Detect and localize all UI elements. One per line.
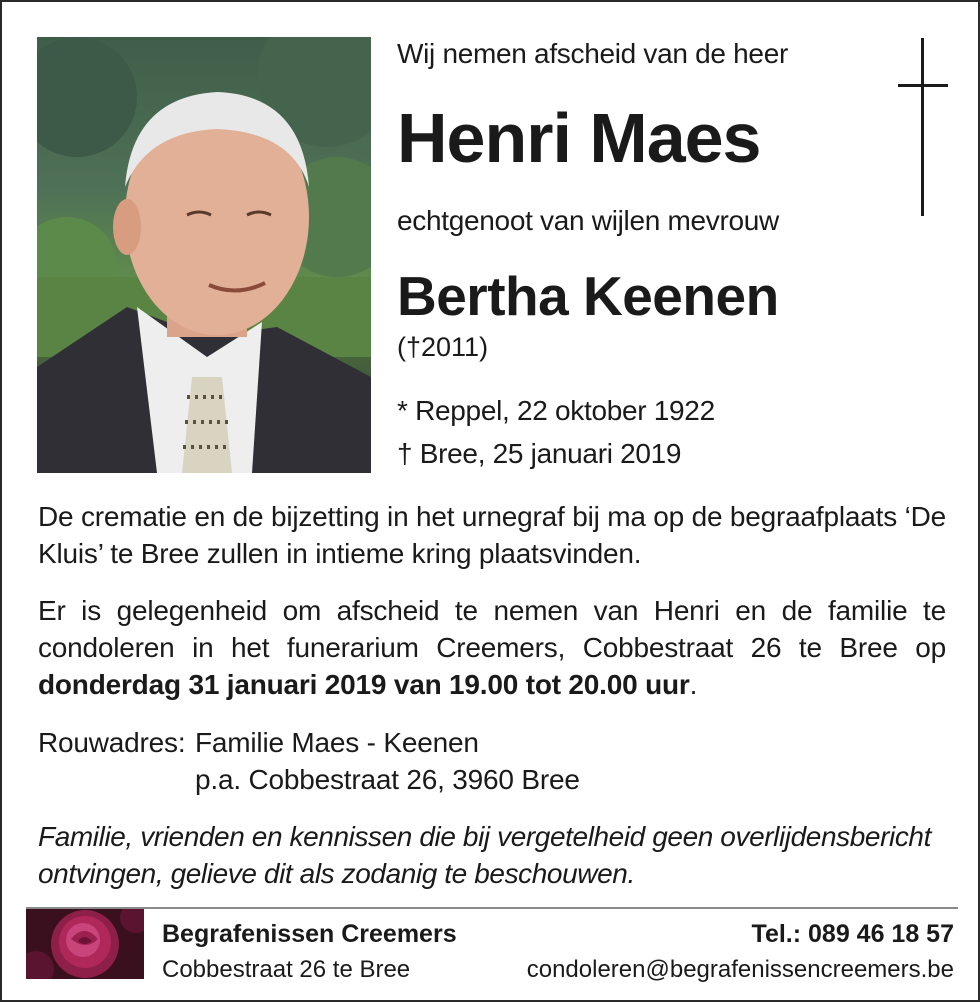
closing-note: Familie, vrienden en kennissen die bij vergetelheid geen overlijdensbericht ontvingen, gelieve dit als zodanig te beschouwen. bbox=[38, 821, 931, 889]
address-line-2: p.a. Cobbestraat 26, 3960 Bree bbox=[195, 764, 580, 795]
address-label: Rouwadres: bbox=[38, 727, 186, 758]
spouse-name: Bertha Keenen bbox=[397, 265, 779, 327]
spouse-death-year: (†2011) bbox=[397, 332, 489, 362]
spouse-intro-line: echtgenoot van wijlen mevrouw bbox=[397, 205, 779, 236]
funeral-home-phone: Tel.: 089 46 18 57 bbox=[751, 920, 954, 948]
footer-divider bbox=[26, 907, 958, 909]
portrait-photo bbox=[37, 37, 371, 473]
funeral-home-address: Cobbestraat 26 te Bree bbox=[162, 956, 411, 983]
condolence-datetime: donderdag 31 januari 2019 van 19.00 tot 20.00 uur bbox=[38, 669, 690, 700]
address-line-1: Familie Maes - Keenen bbox=[195, 727, 479, 758]
condolence-paragraph bbox=[38, 592, 946, 703]
cross-icon bbox=[898, 38, 948, 216]
condolence-text: Er is gelegenheid om afscheid te nemen van Henri en de familie te condoleren in het funerarium Creemers, Cobbestraat 26 te Bree op bbox=[38, 595, 946, 663]
ceremony-paragraph: De crematie en de bijzetting in het urnegraf bij ma op de begraafplaats ‘De Kluis’ te Bree zullen in intieme kring plaatsvinden. bbox=[38, 501, 946, 569]
birth-line: * Reppel, 22 oktober 1922 bbox=[397, 395, 715, 426]
funeral-home-name: Begrafenissen Creemers bbox=[162, 920, 457, 948]
intro-line: Wij nemen afscheid van de heer bbox=[397, 38, 788, 69]
rose-icon bbox=[26, 909, 144, 979]
funeral-home-email: condoleren@begrafenissencreemers.be bbox=[526, 956, 954, 983]
death-line: † Bree, 25 januari 2019 bbox=[397, 438, 682, 469]
condolence-end: . bbox=[689, 669, 698, 700]
deceased-name: Henri Maes bbox=[397, 99, 761, 177]
mourning-address bbox=[38, 724, 580, 798]
